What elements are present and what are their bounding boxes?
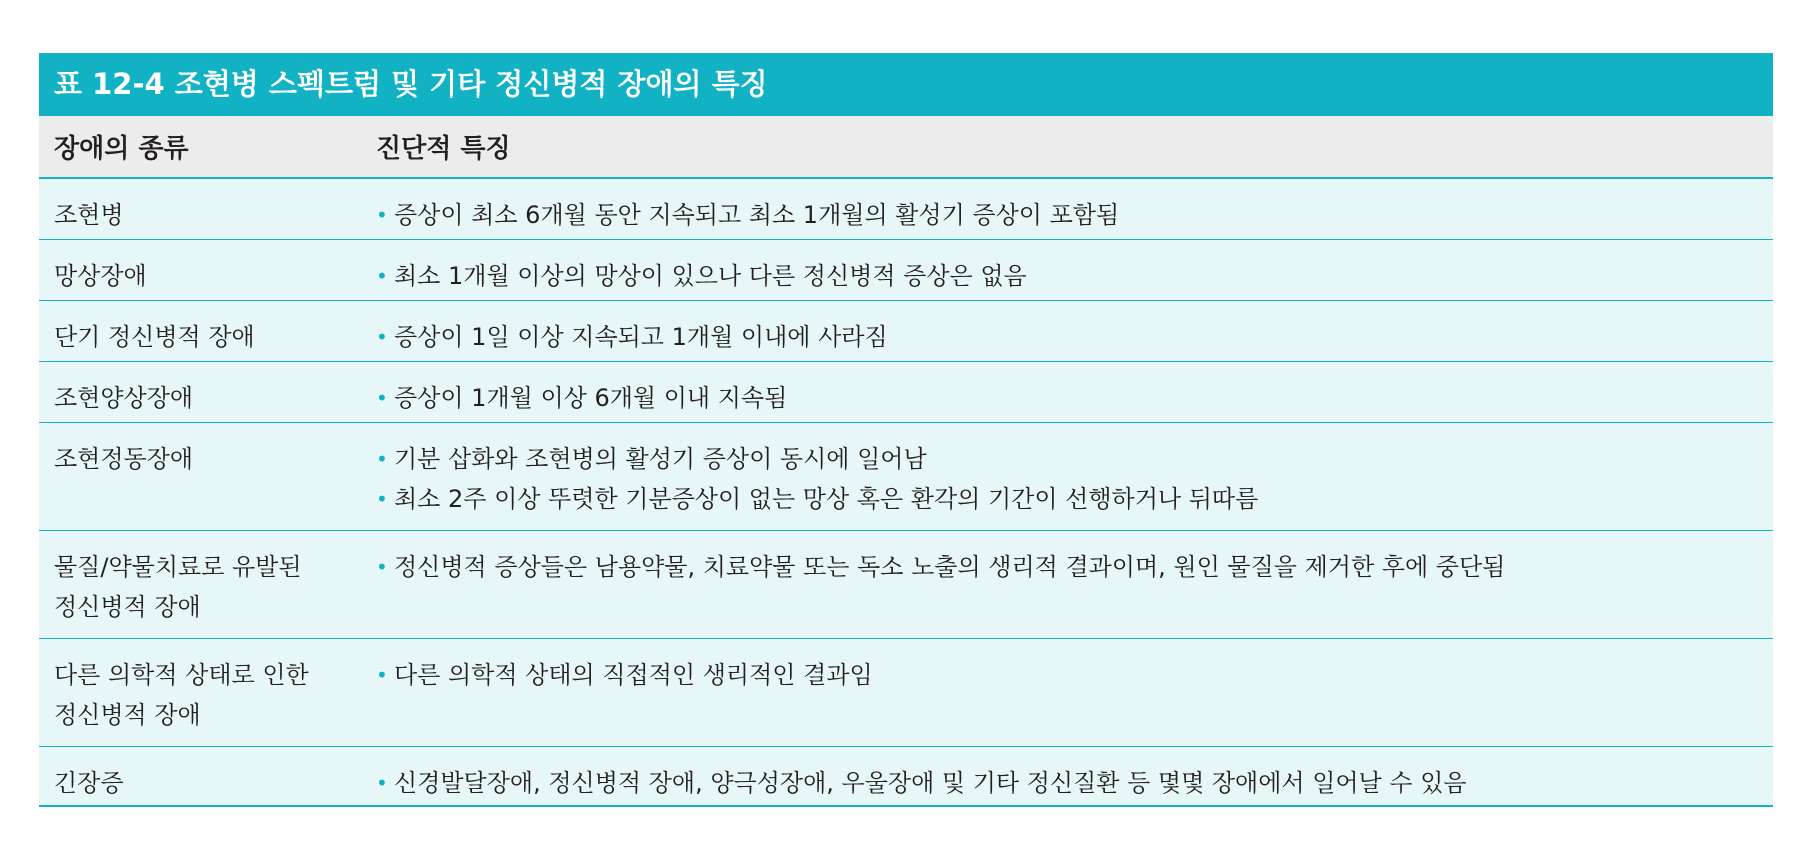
bullet-dot-icon: • — [376, 447, 388, 471]
feature-text: 증상이 1일 이상 지속되고 1개월 이내에 사라짐 — [394, 323, 888, 351]
disorder-type-text: 조현병 — [54, 201, 124, 229]
disorder-type-cell — [39, 639, 376, 746]
bullet-dot-icon: • — [376, 325, 388, 349]
diagnostic-features-cell — [376, 747, 1773, 805]
feature-bullet — [376, 479, 1773, 519]
disorder-type-text: 조현정동장애 — [54, 445, 194, 473]
disorder-type-cell — [39, 423, 376, 530]
feature-bullet — [376, 655, 1773, 695]
feature-bullet — [376, 439, 1773, 479]
feature-text: 기분 삽화와 조현병의 활성기 증상이 동시에 일어남 — [394, 445, 927, 473]
disorder-type-cell — [39, 301, 376, 361]
table-row — [39, 240, 1773, 301]
feature-text: 최소 1개월 이상의 망상이 있으나 다른 정신병적 증상은 없음 — [394, 262, 1027, 290]
feature-bullet — [376, 317, 1773, 357]
bullet-dot-icon: • — [376, 386, 388, 410]
disorder-type-text: 단기 정신병적 장애 — [54, 323, 255, 351]
diagnostic-features-cell — [376, 423, 1773, 530]
feature-text: 증상이 1개월 이상 6개월 이내 지속됨 — [394, 384, 788, 412]
table-row — [39, 362, 1773, 423]
disorder-type-cell — [39, 747, 376, 805]
diagnostic-features-cell — [376, 639, 1773, 746]
feature-text: 다른 의학적 상태의 직접적인 생리적인 결과임 — [394, 661, 873, 689]
diagnostic-features-cell — [376, 240, 1773, 300]
bullet-dot-icon: • — [376, 264, 388, 288]
bullet-dot-icon: • — [376, 555, 388, 579]
disorder-type-text: 긴장증 — [54, 769, 124, 797]
disorder-type-text: 다른 의학적 상태로 인한 — [54, 661, 309, 689]
table-header — [39, 116, 1773, 179]
feature-bullet — [376, 256, 1773, 296]
disorder-type-cell — [39, 531, 376, 638]
table-row — [39, 531, 1773, 639]
disorder-type-cell — [39, 179, 376, 239]
disorder-type-text: 망상장애 — [54, 262, 147, 290]
feature-text: 신경발달장애, 정신병적 장애, 양극성장애, 우울장애 및 기타 정신질환 등 몇몇 장애에서 일어날 수 있음 — [394, 769, 1467, 797]
bullet-dot-icon: • — [376, 203, 388, 227]
bullet-dot-icon: • — [376, 487, 388, 511]
disorder-type-text: 조현양상장애 — [54, 384, 194, 412]
header-type: 장애의 종류 — [54, 134, 189, 164]
table-row — [39, 747, 1773, 807]
feature-bullet — [376, 378, 1773, 418]
table-row — [39, 423, 1773, 531]
bullet-dot-icon: • — [376, 663, 388, 687]
disorder-table — [39, 53, 1773, 807]
table-body — [39, 179, 1773, 807]
disorder-type-cell — [39, 362, 376, 422]
table-row — [39, 639, 1773, 747]
disorder-type-cell — [39, 240, 376, 300]
diagnostic-features-cell — [376, 531, 1773, 638]
table-row — [39, 301, 1773, 362]
bullet-dot-icon: • — [376, 771, 388, 795]
feature-text: 정신병적 증상들은 남용약물, 치료약물 또는 독소 노출의 생리적 결과이며, 원인 물질을 제거한 후에 중단됨 — [394, 553, 1506, 581]
feature-text: 최소 2주 이상 뚜렷한 기분증상이 없는 망상 혹은 환각의 기간이 선행하거나 뒤따름 — [394, 485, 1259, 513]
header-features: 진단적 특징 — [376, 134, 511, 164]
disorder-type-text: 물질/약물치료로 유발된 — [54, 553, 302, 581]
table-caption: 표 12-4 조현병 스펙트럼 및 기타 정신병적 장애의 특징 — [39, 53, 1773, 116]
table-row — [39, 179, 1773, 240]
diagnostic-features-cell — [376, 179, 1773, 239]
feature-text: 증상이 최소 6개월 동안 지속되고 최소 1개월의 활성기 증상이 포함됨 — [394, 201, 1120, 229]
feature-bullet — [376, 763, 1773, 803]
diagnostic-features-cell — [376, 301, 1773, 361]
disorder-type-text: 정신병적 장애 — [54, 701, 201, 729]
disorder-type-text: 정신병적 장애 — [54, 593, 201, 621]
feature-bullet — [376, 195, 1773, 235]
diagnostic-features-cell — [376, 362, 1773, 422]
feature-bullet — [376, 547, 1773, 587]
